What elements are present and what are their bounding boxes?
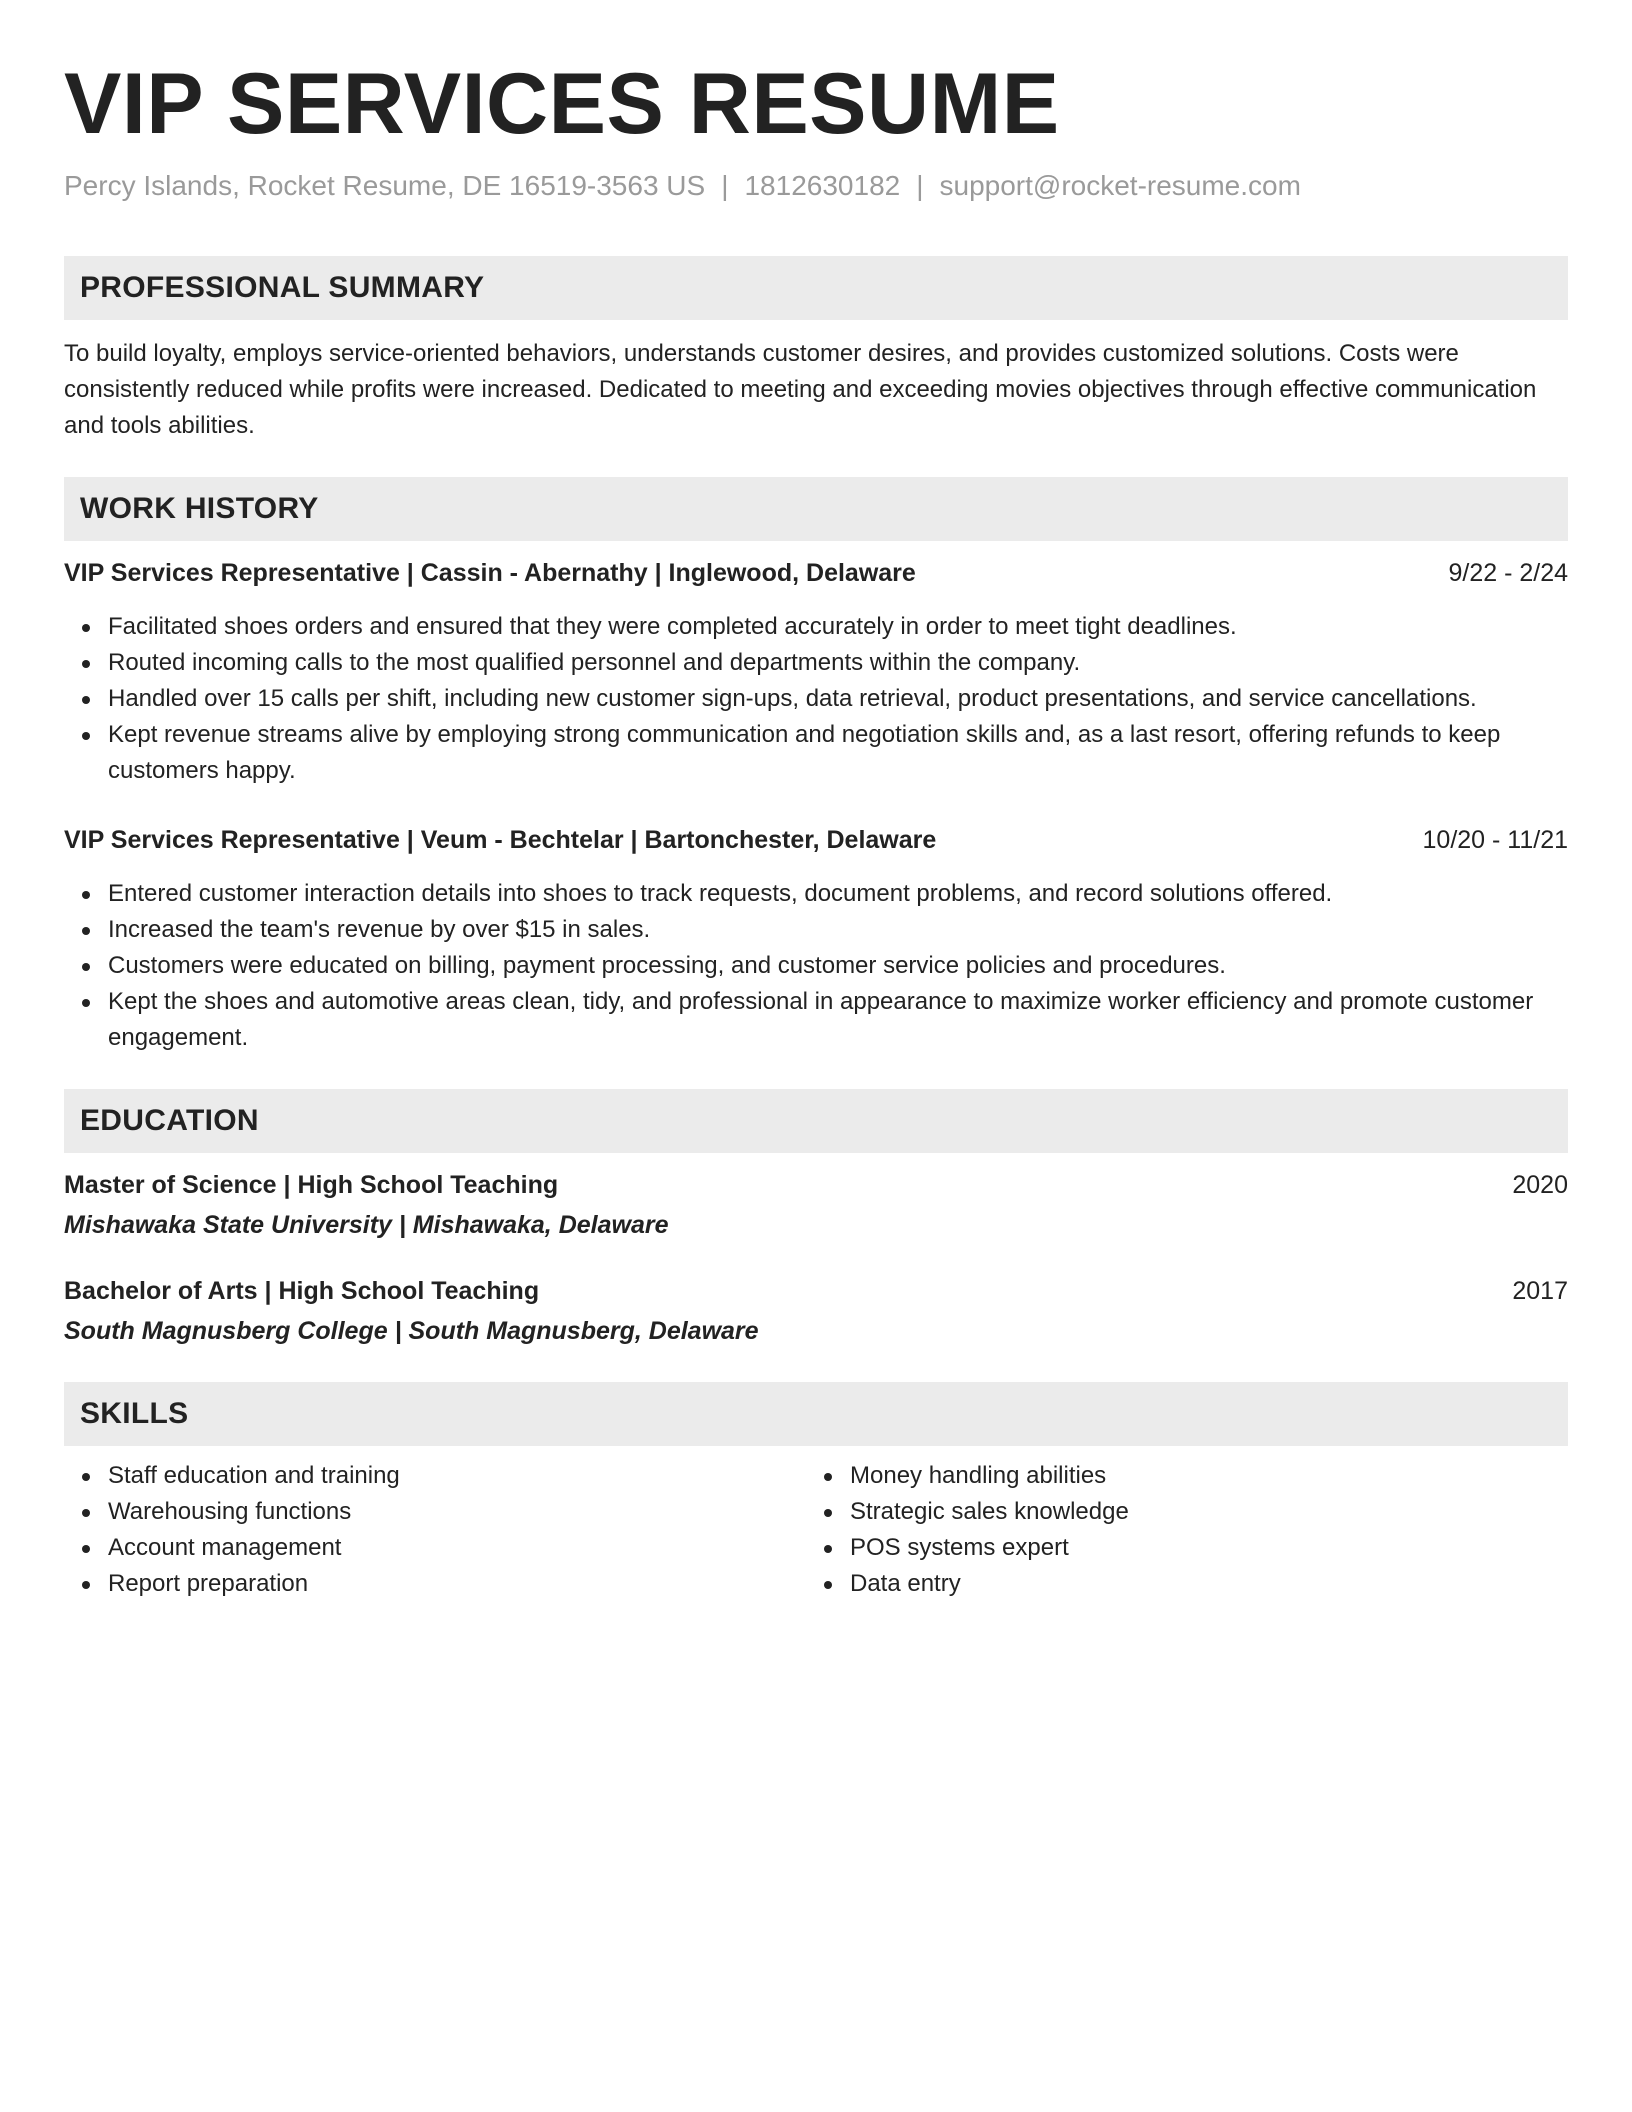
job-heading — [64, 555, 1568, 591]
contact-separator: | — [721, 170, 729, 201]
job-entry — [64, 822, 1568, 1056]
job-duty: Handled over 15 calls per shift, including new customer sign-ups, data retrieval, product presentations, and service cancellations. — [108, 681, 1568, 717]
skills-columns — [64, 1458, 1568, 1602]
job-duty: Customers were educated on billing, payment processing, and customer service policies and procedures. — [108, 948, 1568, 984]
job-duty: Facilitated shoes orders and ensured that they were completed accurately in order to meet tight deadlines. — [108, 609, 1568, 645]
skill-item: Account management — [108, 1530, 806, 1566]
education-degree: Master of Science | High School Teaching — [64, 1171, 559, 1199]
education-school: Mishawaka State University | Mishawaka, Delaware — [64, 1211, 669, 1239]
skill-item: Strategic sales knowledge — [850, 1494, 1506, 1530]
job-title: VIP Services Representative | Cassin - Abernathy | Inglewood, Delaware — [64, 559, 916, 587]
job-duties-list — [64, 609, 1568, 789]
education-year: 2017 — [1512, 1277, 1568, 1305]
skill-item: Warehousing functions — [108, 1494, 806, 1530]
education-degree: Bachelor of Arts | High School Teaching — [64, 1277, 540, 1305]
job-duty: Kept the shoes and automotive areas clean, tidy, and professional in appearance to maximize worker efficiency and promote customer engagement. — [108, 984, 1568, 1056]
job-duty: Entered customer interaction details into shoes to track requests, document problems, and record solutions offered. — [108, 876, 1568, 912]
contact-phone: 1812630182 — [744, 170, 901, 201]
contact-separator: | — [916, 170, 924, 201]
section-header-summary: PROFESSIONAL SUMMARY — [64, 256, 1568, 320]
job-duty: Kept revenue streams alive by employing strong communication and negotiation skills and, as a last resort, offering refunds to keep customers happy. — [108, 717, 1568, 789]
skill-item: Data entry — [850, 1566, 1506, 1602]
job-entry — [64, 555, 1568, 789]
section-header-skills: SKILLS — [64, 1382, 1568, 1446]
section-header-education: EDUCATION — [64, 1089, 1568, 1153]
job-duties-list — [64, 876, 1568, 1056]
education-entry — [64, 1167, 1568, 1243]
contact-address: Percy Islands, Rocket Resume, DE 16519-3563 US — [64, 170, 706, 201]
section-header-work-history: WORK HISTORY — [64, 477, 1568, 541]
education-school: South Magnusberg College | South Magnusberg, Delaware — [64, 1317, 759, 1345]
job-dates: 10/20 - 11/21 — [1422, 826, 1568, 854]
education-year: 2020 — [1512, 1171, 1568, 1199]
skill-item: Staff education and training — [108, 1458, 806, 1494]
summary-text: To build loyalty, employs service-oriented behaviors, understands customer desires, and provides customized solutions. Costs were consistently reduced while profits were increased. Dedicated to meeting and exceeding movies objectives through effective communication and tools abilities. — [64, 340, 1537, 439]
skill-item: POS systems expert — [850, 1530, 1506, 1566]
resume-title: VIP SERVICES RESUME — [64, 56, 1060, 152]
skills-list-left — [64, 1458, 806, 1602]
skill-item: Money handling abilities — [850, 1458, 1506, 1494]
job-title: VIP Services Representative | Veum - Bechtelar | Bartonchester, Delaware — [64, 826, 937, 854]
skill-item: Report preparation — [108, 1566, 806, 1602]
contact-email: support@rocket-resume.com — [939, 170, 1301, 201]
education-entry — [64, 1273, 1568, 1349]
job-duty: Routed incoming calls to the most qualified personnel and departments within the company. — [108, 645, 1568, 681]
education-heading — [64, 1167, 1568, 1203]
education-heading — [64, 1273, 1568, 1309]
job-heading — [64, 822, 1568, 858]
skills-list-right — [806, 1458, 1506, 1602]
job-dates: 9/22 - 2/24 — [1448, 559, 1568, 587]
job-duty: Increased the team's revenue by over $15 in sales. — [108, 912, 1568, 948]
contact-line — [64, 168, 1568, 204]
